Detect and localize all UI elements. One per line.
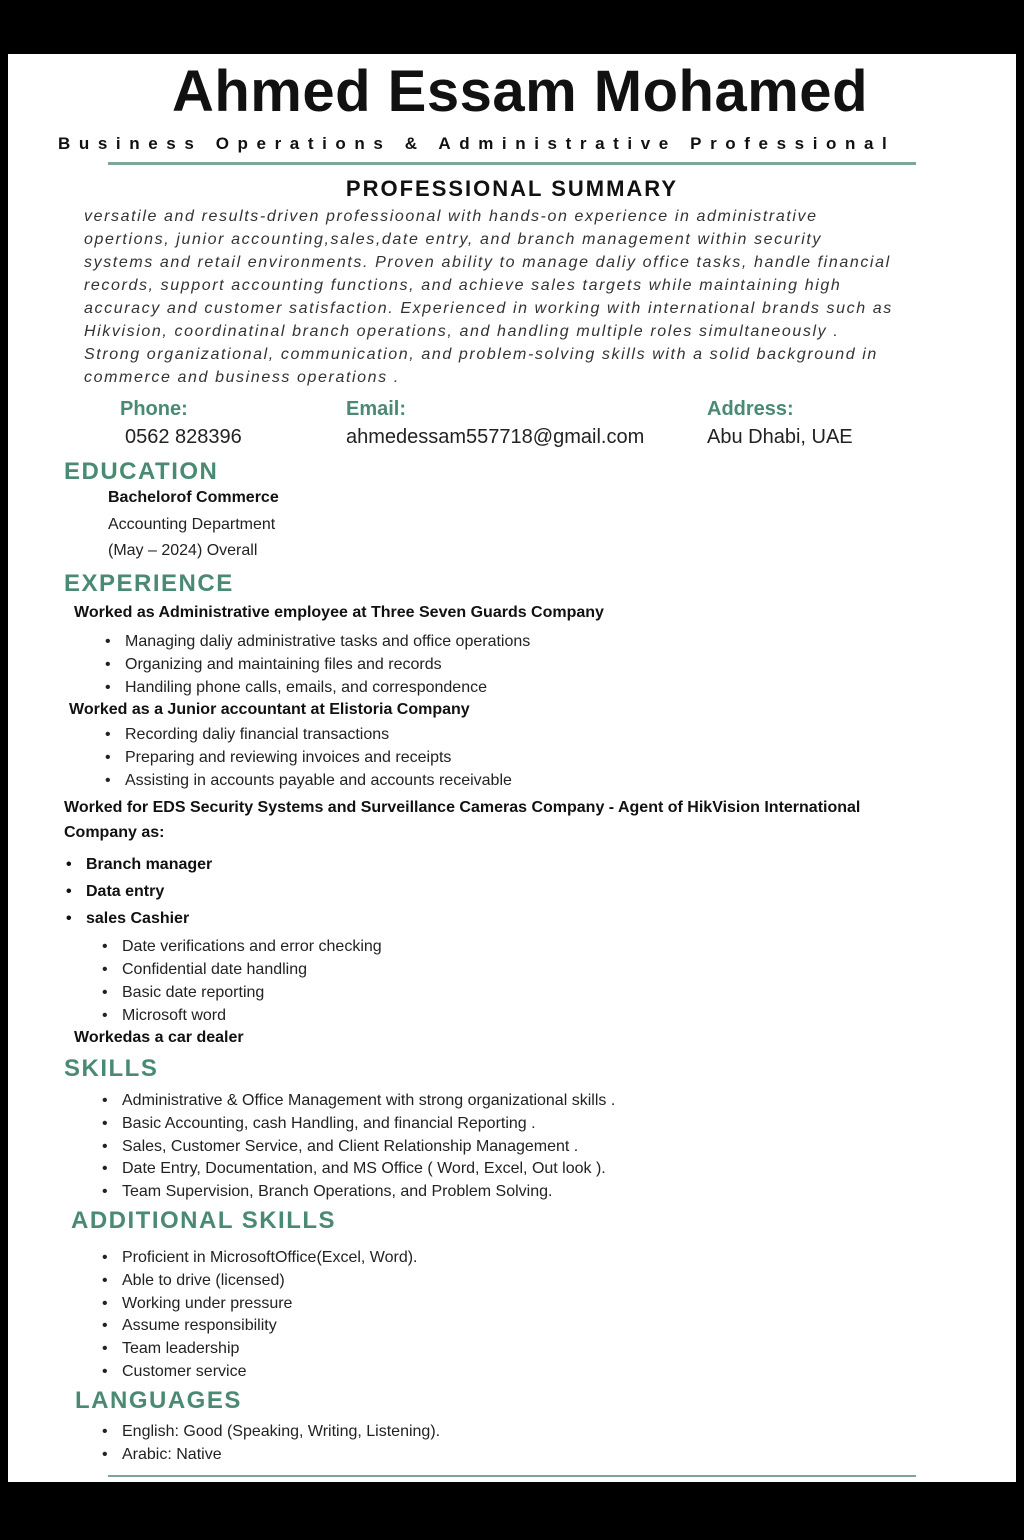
experience-heading: EXPERIENCE	[64, 570, 234, 597]
list-item: • Recording daliy financial transactions	[125, 726, 389, 744]
divider	[108, 162, 916, 165]
candidate-subtitle: Business Operations & Administrative Professional	[58, 134, 896, 153]
languages-heading: LANGUAGES	[75, 1387, 242, 1414]
list-item: • Organizing and maintaining files and records	[125, 656, 442, 674]
address-value: Abu Dhabi, UAE	[707, 426, 853, 448]
role-item: • Data entry	[86, 883, 164, 901]
education-heading: EDUCATION	[64, 458, 219, 485]
list-item: • Confidential date handling	[122, 961, 307, 979]
job-title: Company as:	[64, 824, 165, 841]
list-item: • Date verifications and error checking	[122, 938, 382, 956]
list-item: • Assume responsibility	[122, 1317, 277, 1335]
list-item: • Preparing and reviewing invoices and receipts	[125, 749, 451, 767]
summary-line: systems and retail environments. Proven ability to manage daliy office tasks, handle financial	[84, 254, 891, 271]
job-title: Worked as Administrative employee at Three Seven Guards Company	[74, 604, 604, 621]
list-item: • Arabic: Native	[122, 1446, 222, 1464]
summary-line: commerce and business operations .	[84, 369, 400, 386]
education-degree: Bachelorof Commerce	[108, 489, 279, 506]
additional-skills-heading: ADDITIONAL SKILLS	[71, 1207, 337, 1234]
education-department: Accounting Department	[108, 516, 276, 533]
candidate-name: Ahmed Essam Mohamed	[171, 59, 868, 124]
job-title: Workedas a car dealer	[74, 1029, 244, 1046]
list-item: • Assisting in accounts payable and accounts receivable	[125, 772, 512, 790]
education-date: (May – 2024) Overall	[108, 542, 258, 559]
list-item: • Microsoft word	[122, 1007, 226, 1025]
list-item: • Administrative & Office Management with strong organizational skills .	[122, 1092, 615, 1110]
divider	[108, 1475, 916, 1477]
list-item: • Team Supervision, Branch Operations, and Problem Solving.	[122, 1183, 552, 1201]
resume-page	[8, 54, 1016, 1482]
list-item: • English: Good (Speaking, Writing, Listening).	[122, 1423, 440, 1441]
email-label: Email:	[346, 398, 407, 420]
list-item: • Managing daliy administrative tasks and office operations	[125, 633, 530, 651]
list-item: • Basic date reporting	[122, 984, 264, 1002]
phone-label: Phone:	[120, 398, 188, 420]
summary-line: Strong organizational, communication, and problem-solving skills with a solid background in	[84, 346, 878, 363]
list-item: • Date Entry, Documentation, and MS Office ( Word, Excel, Out look ).	[122, 1160, 606, 1178]
role-item: • Branch manager	[86, 856, 212, 874]
summary-line: records, support accounting functions, and achieve sales targets while maintaining high	[84, 277, 842, 294]
list-item: • Customer service	[122, 1363, 246, 1381]
job-title: Worked for EDS Security Systems and Surveillance Cameras Company - Agent of HikVision International	[64, 799, 861, 816]
address-label: Address:	[707, 398, 794, 420]
summary-line: opertions, junior accounting,sales,date entry, and branch management within security	[84, 231, 823, 248]
list-item: • Working under pressure	[122, 1295, 292, 1313]
list-item: • Able to drive (licensed)	[122, 1272, 285, 1290]
email-value[interactable]: ahmedessam557718@gmail.com	[346, 426, 645, 448]
list-item: • Handiling phone calls, emails, and correspondence	[125, 679, 487, 697]
list-item: • Proficient in MicrosoftOffice(Excel, Word).	[122, 1249, 418, 1267]
list-item: • Sales, Customer Service, and Client Relationship Management .	[122, 1138, 578, 1156]
summary-heading: PROFESSIONAL SUMMARY	[345, 176, 679, 201]
skills-heading: SKILLS	[64, 1055, 159, 1082]
job-title: Worked as a Junior accountant at Elistoria Company	[69, 701, 470, 718]
summary-line: accuracy and customer satisfaction. Experienced in working with international brands such as	[84, 300, 893, 317]
summary-line: versatile and results-driven professioonal with hands-on experience in administrative	[84, 208, 818, 225]
list-item: • Team leadership	[122, 1340, 239, 1358]
phone-value: 0562 828396	[125, 426, 242, 448]
summary-line: Hikvision, coordinatinal branch operations, and handling multiple roles simultaneously .	[84, 323, 840, 340]
list-item: • Basic Accounting, cash Handling, and financial Reporting .	[122, 1115, 536, 1133]
role-item: • sales Cashier	[86, 910, 189, 928]
